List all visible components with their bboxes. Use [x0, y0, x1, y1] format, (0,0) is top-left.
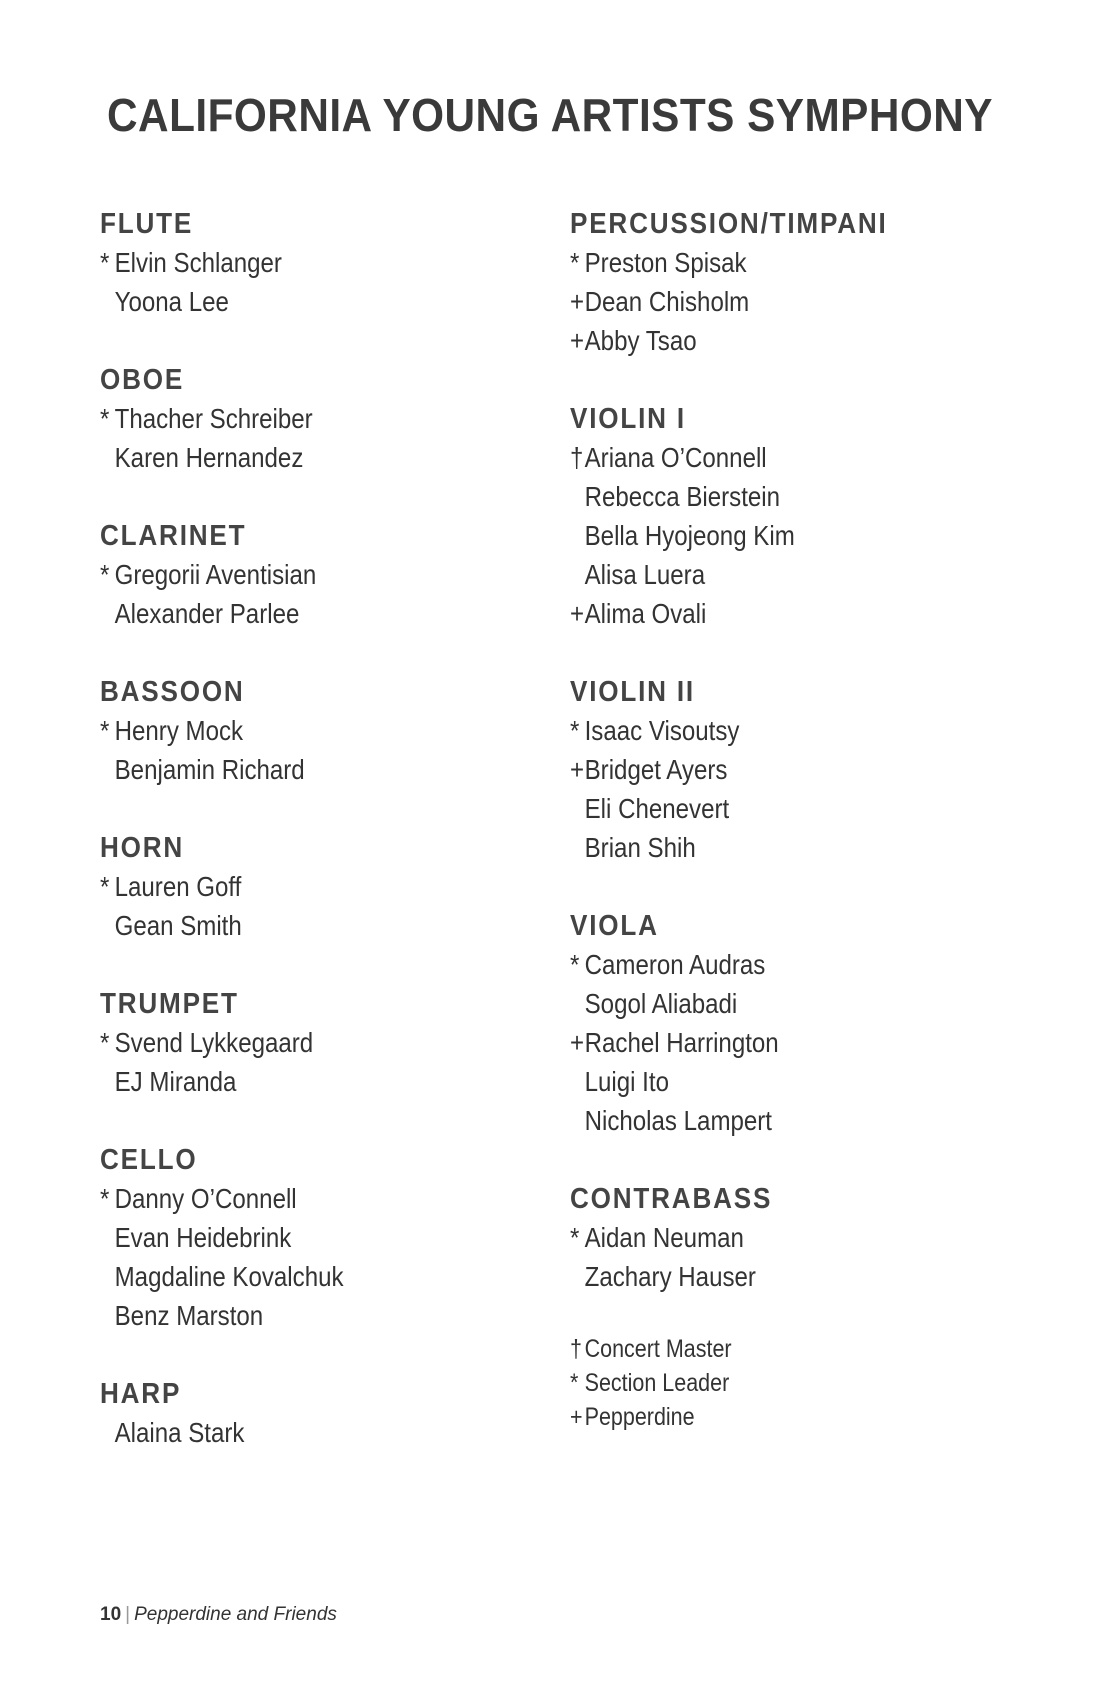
- member-row: [100, 438, 478, 477]
- member-name: Elvin Schlanger: [114, 247, 282, 278]
- role-mark: *: [100, 871, 110, 902]
- section-title: CELLO: [100, 1144, 198, 1176]
- page-number: 10: [100, 1604, 122, 1625]
- member-name: Dean Chisholm: [584, 286, 750, 317]
- section-viola: [570, 907, 1010, 1140]
- role-mark: +: [570, 325, 585, 356]
- section-title: PERCUSSION/TIMPANI: [570, 208, 888, 240]
- member-name: Benjamin Richard: [114, 754, 305, 785]
- member-row: [570, 555, 948, 594]
- legend-item: [570, 1366, 948, 1400]
- section-title: HORN: [100, 832, 185, 864]
- member-name: Svend Lykkegaard: [114, 1027, 314, 1058]
- member-name: Gean Smith: [114, 910, 242, 941]
- footer-separator: |: [125, 1604, 131, 1625]
- section-violin-i: [570, 400, 1010, 633]
- legend-mark: †: [570, 1335, 582, 1363]
- member-row: [570, 945, 948, 984]
- member-row: [570, 243, 948, 282]
- publication-title: Pepperdine and Friends: [134, 1604, 337, 1625]
- member-row: [100, 1023, 478, 1062]
- member-name: Bridget Ayers: [584, 754, 728, 785]
- member-row: [100, 906, 478, 945]
- member-name: Abby Tsao: [584, 325, 697, 356]
- member-row: [100, 1179, 478, 1218]
- member-name: Eli Chenevert: [584, 793, 730, 824]
- member-name: Thacher Schreiber: [114, 403, 313, 434]
- page-footer: [100, 1604, 337, 1626]
- member-row: [570, 750, 948, 789]
- member-name: Benz Marston: [114, 1300, 264, 1331]
- section-oboe: [100, 361, 540, 477]
- legend-item: [570, 1400, 948, 1434]
- member-name: Danny O’Connell: [114, 1183, 297, 1214]
- role-mark: *: [100, 1183, 110, 1214]
- member-row: [100, 555, 478, 594]
- section-title: VIOLA: [570, 910, 659, 942]
- left-column: [100, 205, 540, 1452]
- member-name: Zachary Hauser: [584, 1261, 756, 1292]
- role-mark: *: [100, 1027, 110, 1058]
- legend-mark: +: [570, 1403, 583, 1431]
- member-name: Cameron Audras: [584, 949, 766, 980]
- page-title: CALIFORNIA YOUNG ARTISTS SYMPHONY: [107, 89, 993, 141]
- member-name: Alisa Luera: [584, 559, 706, 590]
- section-title: CLARINET: [100, 520, 247, 552]
- member-row: [100, 399, 478, 438]
- section-title: VIOLIN I: [570, 403, 686, 435]
- member-name: Nicholas Lampert: [584, 1105, 772, 1136]
- role-mark: *: [570, 247, 580, 278]
- member-name: EJ Miranda: [114, 1066, 237, 1097]
- member-name: Magdaline Kovalchuk: [114, 1261, 344, 1292]
- member-row: [570, 438, 948, 477]
- section-clarinet: [100, 517, 540, 633]
- role-mark: *: [100, 715, 110, 746]
- section-title: TRUMPET: [100, 988, 239, 1020]
- section-contrabass: [570, 1180, 1010, 1296]
- section-harp: [100, 1375, 540, 1452]
- role-mark: *: [100, 247, 110, 278]
- legend-label: Concert Master: [584, 1335, 732, 1363]
- member-name: Preston Spisak: [584, 247, 747, 278]
- member-name: Yoona Lee: [114, 286, 229, 317]
- role-mark: +: [570, 286, 585, 317]
- role-mark: †: [570, 442, 584, 473]
- member-name: Bella Hyojeong Kim: [584, 520, 795, 551]
- member-row: [100, 1218, 478, 1257]
- member-row: [570, 1257, 948, 1296]
- section-title: VIOLIN II: [570, 676, 695, 708]
- member-row: [570, 516, 948, 555]
- legend: [570, 1332, 1010, 1434]
- member-name: Sogol Aliabadi: [584, 988, 738, 1019]
- member-row: [100, 750, 478, 789]
- member-name: Alima Ovali: [584, 598, 707, 629]
- member-row: [570, 594, 948, 633]
- role-mark: *: [100, 559, 110, 590]
- member-name: Karen Hernandez: [114, 442, 304, 473]
- member-row: [100, 867, 478, 906]
- member-name: Brian Shih: [584, 832, 696, 863]
- member-row: [570, 1062, 948, 1101]
- member-row: [570, 828, 948, 867]
- section-cello: [100, 1141, 540, 1335]
- member-name: Alaina Stark: [114, 1417, 245, 1448]
- section-title: HARP: [100, 1378, 182, 1410]
- member-name: Gregorii Aventisian: [114, 559, 317, 590]
- section-flute: [100, 205, 540, 321]
- section-percussion-timpani: [570, 205, 1010, 360]
- section-title: BASSOON: [100, 676, 245, 708]
- member-row: [570, 1218, 948, 1257]
- role-mark: *: [100, 403, 110, 434]
- legend-item: [570, 1332, 948, 1366]
- member-row: [100, 711, 478, 750]
- section-horn: [100, 829, 540, 945]
- member-row: [570, 1023, 948, 1062]
- member-name: Rachel Harrington: [584, 1027, 779, 1058]
- member-row: [100, 1413, 478, 1452]
- member-name: Rebecca Bierstein: [584, 481, 781, 512]
- section-bassoon: [100, 673, 540, 789]
- legend-label: Section Leader: [584, 1369, 730, 1397]
- right-column: [570, 205, 1010, 1434]
- member-row: [100, 594, 478, 633]
- role-mark: *: [570, 1222, 580, 1253]
- legend-mark: *: [570, 1369, 579, 1397]
- member-row: [100, 1296, 478, 1335]
- member-name: Ariana O’Connell: [584, 442, 767, 473]
- member-row: [570, 477, 948, 516]
- member-row: [570, 789, 948, 828]
- legend-label: Pepperdine: [584, 1403, 695, 1431]
- member-name: Isaac Visoutsy: [584, 715, 740, 746]
- member-row: [100, 1257, 478, 1296]
- member-name: Aidan Neuman: [584, 1222, 744, 1253]
- member-row: [570, 321, 948, 360]
- role-mark: *: [570, 949, 580, 980]
- section-title: OBOE: [100, 364, 185, 396]
- role-mark: +: [570, 598, 585, 629]
- section-violin-ii: [570, 673, 1010, 867]
- member-row: [100, 243, 478, 282]
- member-row: [570, 1101, 948, 1140]
- member-name: Henry Mock: [114, 715, 244, 746]
- member-name: Evan Heidebrink: [114, 1222, 292, 1253]
- member-row: [570, 282, 948, 321]
- role-mark: +: [570, 754, 585, 785]
- role-mark: +: [570, 1027, 585, 1058]
- member-row: [570, 711, 948, 750]
- member-name: Lauren Goff: [114, 871, 242, 902]
- role-mark: *: [570, 715, 580, 746]
- member-name: Alexander Parlee: [114, 598, 300, 629]
- member-row: [100, 282, 478, 321]
- member-name: Luigi Ito: [584, 1066, 669, 1097]
- member-row: [570, 984, 948, 1023]
- section-trumpet: [100, 985, 540, 1101]
- section-title: FLUTE: [100, 208, 194, 240]
- member-row: [100, 1062, 478, 1101]
- section-title: CONTRABASS: [570, 1183, 773, 1215]
